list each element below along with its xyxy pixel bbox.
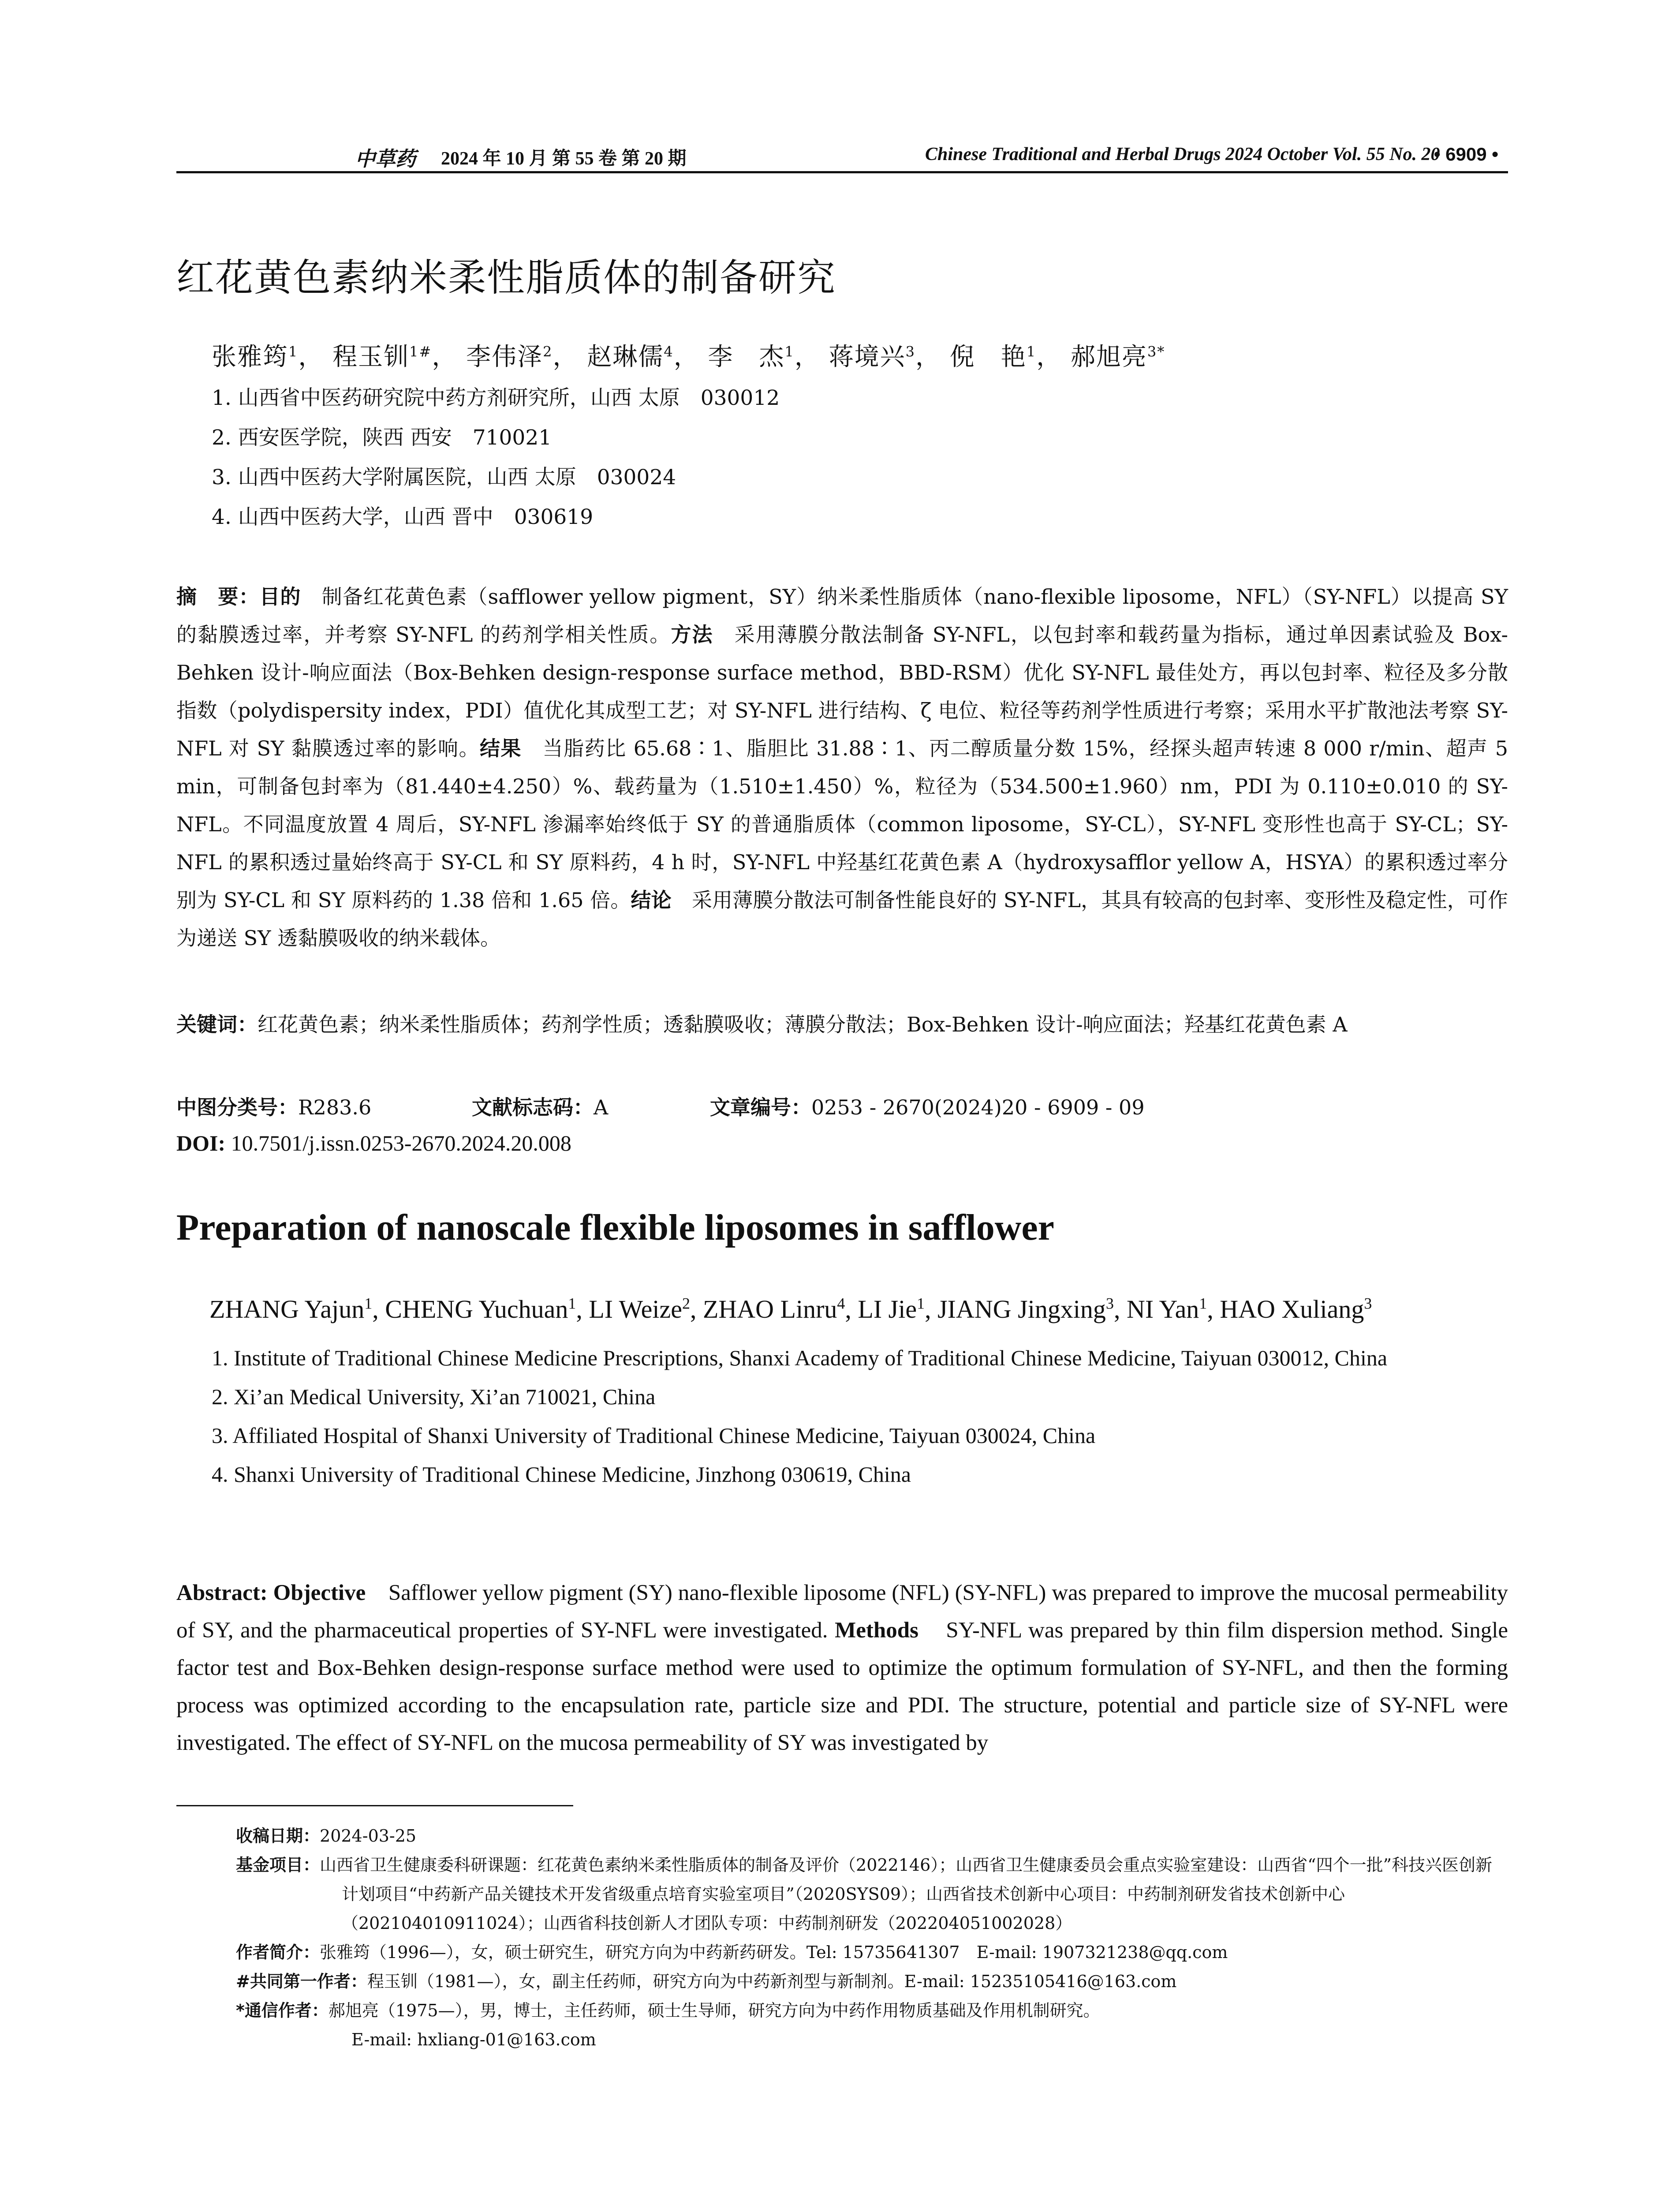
journal-logo: 中草药 — [355, 147, 416, 171]
classification-row — [176, 1091, 1145, 1121]
methods-en-label: Methods — [835, 1618, 918, 1643]
affiliation-en: 1. Institute of Traditional Chinese Medicine Prescriptions, Shanxi Academy of Traditional Chinese Medicine, Taiyuan 030012, China — [212, 1345, 1388, 1370]
objective-en-text: Safflower yellow pigment (SY) nano-flexible liposome (NFL) (SY-NFL) was prepared to improve the mucosal permeability of SY, and the pharmaceutical properties of SY-NFL were investigated. — [176, 1581, 1508, 1643]
corresponding-author: *通信作者：郝旭亮（1975—），男，博士，主任药师，硕士生导师，研究方向为中药作用物质基础及作用机制研究。 — [236, 2001, 1100, 2020]
affiliations-en — [212, 1338, 1508, 1494]
abstract-cn — [176, 578, 1508, 957]
doi-row — [176, 1130, 571, 1156]
page-number: • 6909 • — [1434, 144, 1498, 164]
author-en: ZHANG Yajun$^1$ — [209, 1295, 373, 1324]
author-cn: 蒋境兴$^3$ — [829, 343, 916, 371]
abstract-cn-label: 摘 要： — [176, 585, 260, 609]
keywords-cn — [176, 1005, 1508, 1043]
affiliations-cn — [212, 378, 780, 537]
author-en: LI Weize$^2$ — [589, 1295, 690, 1324]
footnote-divider — [176, 1805, 573, 1806]
doc-code-value: A — [594, 1095, 609, 1119]
author-cn: 倪 艳$^1$ — [949, 343, 1037, 371]
article-no-label: 文章编号： — [710, 1095, 811, 1119]
fund-info: 基金项目：山西省卫生健康委科研课题：红花黄色素纳米柔性脂质体的制备及评价（2022146）；山西省卫生健康委员会重点实验室建设：山西省“四个一批”科技兴医创新计划项目“中药新产品关键技术开发省级重点培育实验室项目”（2020SYS09）；山西省技术创新中心项目：中药制剂研发省技术创新中心（202104010911024）；山西省科技创新人才团队专项：中药制剂研发（202204051002028） — [236, 1855, 1493, 1933]
corresponding-email[interactable]: E-mail: hxliang-01@163.com — [351, 2030, 596, 2049]
author-cn: 张雅筠$^1$ — [212, 343, 299, 371]
issue-cn: 2024 年 10 月 第 55 卷 第 20 期 — [441, 149, 687, 169]
running-header — [176, 140, 1508, 173]
affiliation-cn: 1. 山西省中医药研究院中药方剂研究所，山西 太原 030012 — [212, 386, 780, 410]
methods-en-text: SY-NFL was prepared by thin film dispersion method. Single factor test and Box-Behken design-response surface method were used to optimize the optimum formulation of SY-NFL, and then the forming process was optimized according to the encapsulation rate, particle size and PDI. The structure, potential and particle size of SY-NFL were investigated. The effect of SY-NFL on the mucosa permeability of SY was investigated by — [176, 1618, 1508, 1755]
doc-code-label: 文献标志码： — [472, 1095, 594, 1119]
co-first-author: #共同第一作者：程玉钏（1981—），女，副主任药师，研究方向为中药新剂型与新制剂。E-mail: 15235105416@163.com — [236, 1972, 1177, 1991]
author-en: HAO Xuliang$^3$ — [1220, 1295, 1372, 1324]
affiliation-en: 2. Xi’an Medical University, Xi’an 710021, China — [212, 1384, 656, 1409]
keywords-text: 红花黄色素；纳米柔性脂质体；药剂学性质；透黏膜吸收；薄膜分散法；Box-Behken 设计-响应面法；羟基红花黄色素 A — [258, 1013, 1348, 1036]
affiliation-cn: 2. 西安医学院，陕西 西安 710021 — [212, 426, 552, 450]
issue-en: Chinese Traditional and Herbal Drugs 2024 October Vol. 55 No. 20 — [925, 144, 1440, 164]
results-text: 当脂药比 65.68∶1、脂胆比 31.88∶1、丙二醇质量分数 15%，经探头超声转速 8 000 r/min、超声 5 min，可制备包封率为（81.440±4.250）%、载药量为（1.510±1.450）%，粒径为（534.500±1.960）nm，PDI 为 0.110±0.010 的 SY-NFL。不同温度放置 4 周后，SY-NFL 渗漏率始终低于 SY 的普通脂质体（common liposome，SY-CL），SY-NFL 变形性也高于 SY-CL；SY-NFL 的累积透过量始终高于 SY-CL 和 SY 原料药，4 h 时，SY-NFL 中羟基红花黄色素 A（hydroxysafflor yellow A，HSYA）的累积透过率分别为 SY-CL 和 SY 原料药的 1.38 倍和 1.65 倍。 — [176, 736, 1508, 912]
author-en: JIANG Jingxing$^3$ — [937, 1295, 1114, 1324]
methods-label: 方法 — [671, 623, 713, 647]
clc-label: 中图分类号： — [176, 1095, 298, 1119]
results-label: 结果 — [480, 736, 522, 760]
author-en: ZHAO Linru$^4$ — [702, 1295, 845, 1324]
author-cn: 郝旭亮$^{3*}$ — [1071, 343, 1165, 371]
affiliation-cn: 4. 山西中医药大学，山西 晋中 030619 — [212, 505, 594, 529]
doi-label: DOI: — [176, 1131, 226, 1155]
author-en: LI Jie$^1$ — [858, 1295, 925, 1324]
authors-cn: 张雅筠$^1$， 程玉钏$^{1\#}$， 李伟泽$^2$， 赵琳儒$^4$， 李 杰$^1$， 蒋境兴$^3$， 倪 艳$^1$， 郝旭亮$^{3*}$ — [212, 343, 1165, 371]
clc-value: R283.6 — [298, 1095, 372, 1119]
affiliation-cn: 3. 山西中医药大学附属医院，山西 太原 030024 — [212, 465, 676, 490]
author-bio: 作者简介：张雅筠（1996—），女，硕士研究生，研究方向为中药新药研发。Tel: 15735641307 E-mail: 1907321238@qq.com — [236, 1943, 1228, 1962]
title-en: Preparation of nanoscale flexible liposomes in safflower — [176, 1207, 1054, 1248]
affiliation-en: 4. Shanxi University of Traditional Chinese Medicine, Jinzhong 030619, China — [212, 1462, 911, 1487]
doi-link[interactable]: 10.7501/j.issn.0253-2670.2024.20.008 — [231, 1131, 571, 1155]
authors-en: ZHANG Yajun$^1$, CHENG Yuchuan$^1$, LI Weize$^2$, ZHAO Linru$^4$, LI Jie$^1$, JIANG Jingxing$^3$, NI Yan$^1$, HAO Xuliang$^3$ — [209, 1295, 1372, 1324]
abstract-en-label: Abstract: Objective — [176, 1581, 366, 1605]
author-cn: 李 杰$^1$ — [708, 343, 795, 371]
conclusion-label: 结论 — [631, 888, 672, 912]
received-date: 收稿日期：2024-03-25 — [236, 1826, 417, 1846]
conclusion-text: 采用薄膜分散法可制备性能良好的 SY-NFL，其具有较高的包封率、变形性及稳定性，可作为递送 SY 透黏膜吸收的纳米载体。 — [176, 888, 1508, 950]
author-cn: 程玉钏$^{1\#}$ — [332, 343, 432, 371]
objective-text: 制备红花黄色素（safflower yellow pigment，SY）纳米柔性脂质体（nano-flexible liposome，NFL）（SY-NFL）以提高 SY 的黏膜透过率，并考察 SY-NFL 的药剂学相关性质。 — [176, 585, 1508, 647]
objective-label: 目的 — [259, 585, 301, 609]
footnotes — [236, 1821, 1508, 2054]
abstract-en — [176, 1574, 1508, 1762]
author-cn: 赵琳儒$^4$ — [587, 343, 674, 371]
article-no-value: 0253 - 2670(2024)20 - 6909 - 09 — [811, 1095, 1145, 1119]
keywords-label: 关键词： — [176, 1013, 258, 1036]
author-en: CHENG Yuchuan$^1$ — [385, 1295, 576, 1324]
title-cn: 红花黄色素纳米柔性脂质体的制备研究 — [176, 256, 836, 300]
author-cn: 李伟泽$^2$ — [466, 343, 553, 371]
methods-text: 采用薄膜分散法制备 SY-NFL，以包封率和载药量为指标，通过单因素试验及 Box-Behken 设计-响应面法（Box-Behken design-response surface method，BBD-RSM）优化 SY-NFL 最佳处方，再以包封率、粒径及多分散指数（polydispersity index，PDI）值优化其成型工艺；对 SY-NFL 进行结构、ζ 电位、粒径等药剂学性质进行考察；采用水平扩散池法考察 SY-NFL 对 SY 黏膜透过率的影响。 — [176, 623, 1508, 760]
affiliation-en: 3. Affiliated Hospital of Shanxi University of Traditional Chinese Medicine, Taiyuan 030024, China — [212, 1423, 1096, 1448]
author-en: NI Yan$^1$ — [1126, 1295, 1207, 1324]
